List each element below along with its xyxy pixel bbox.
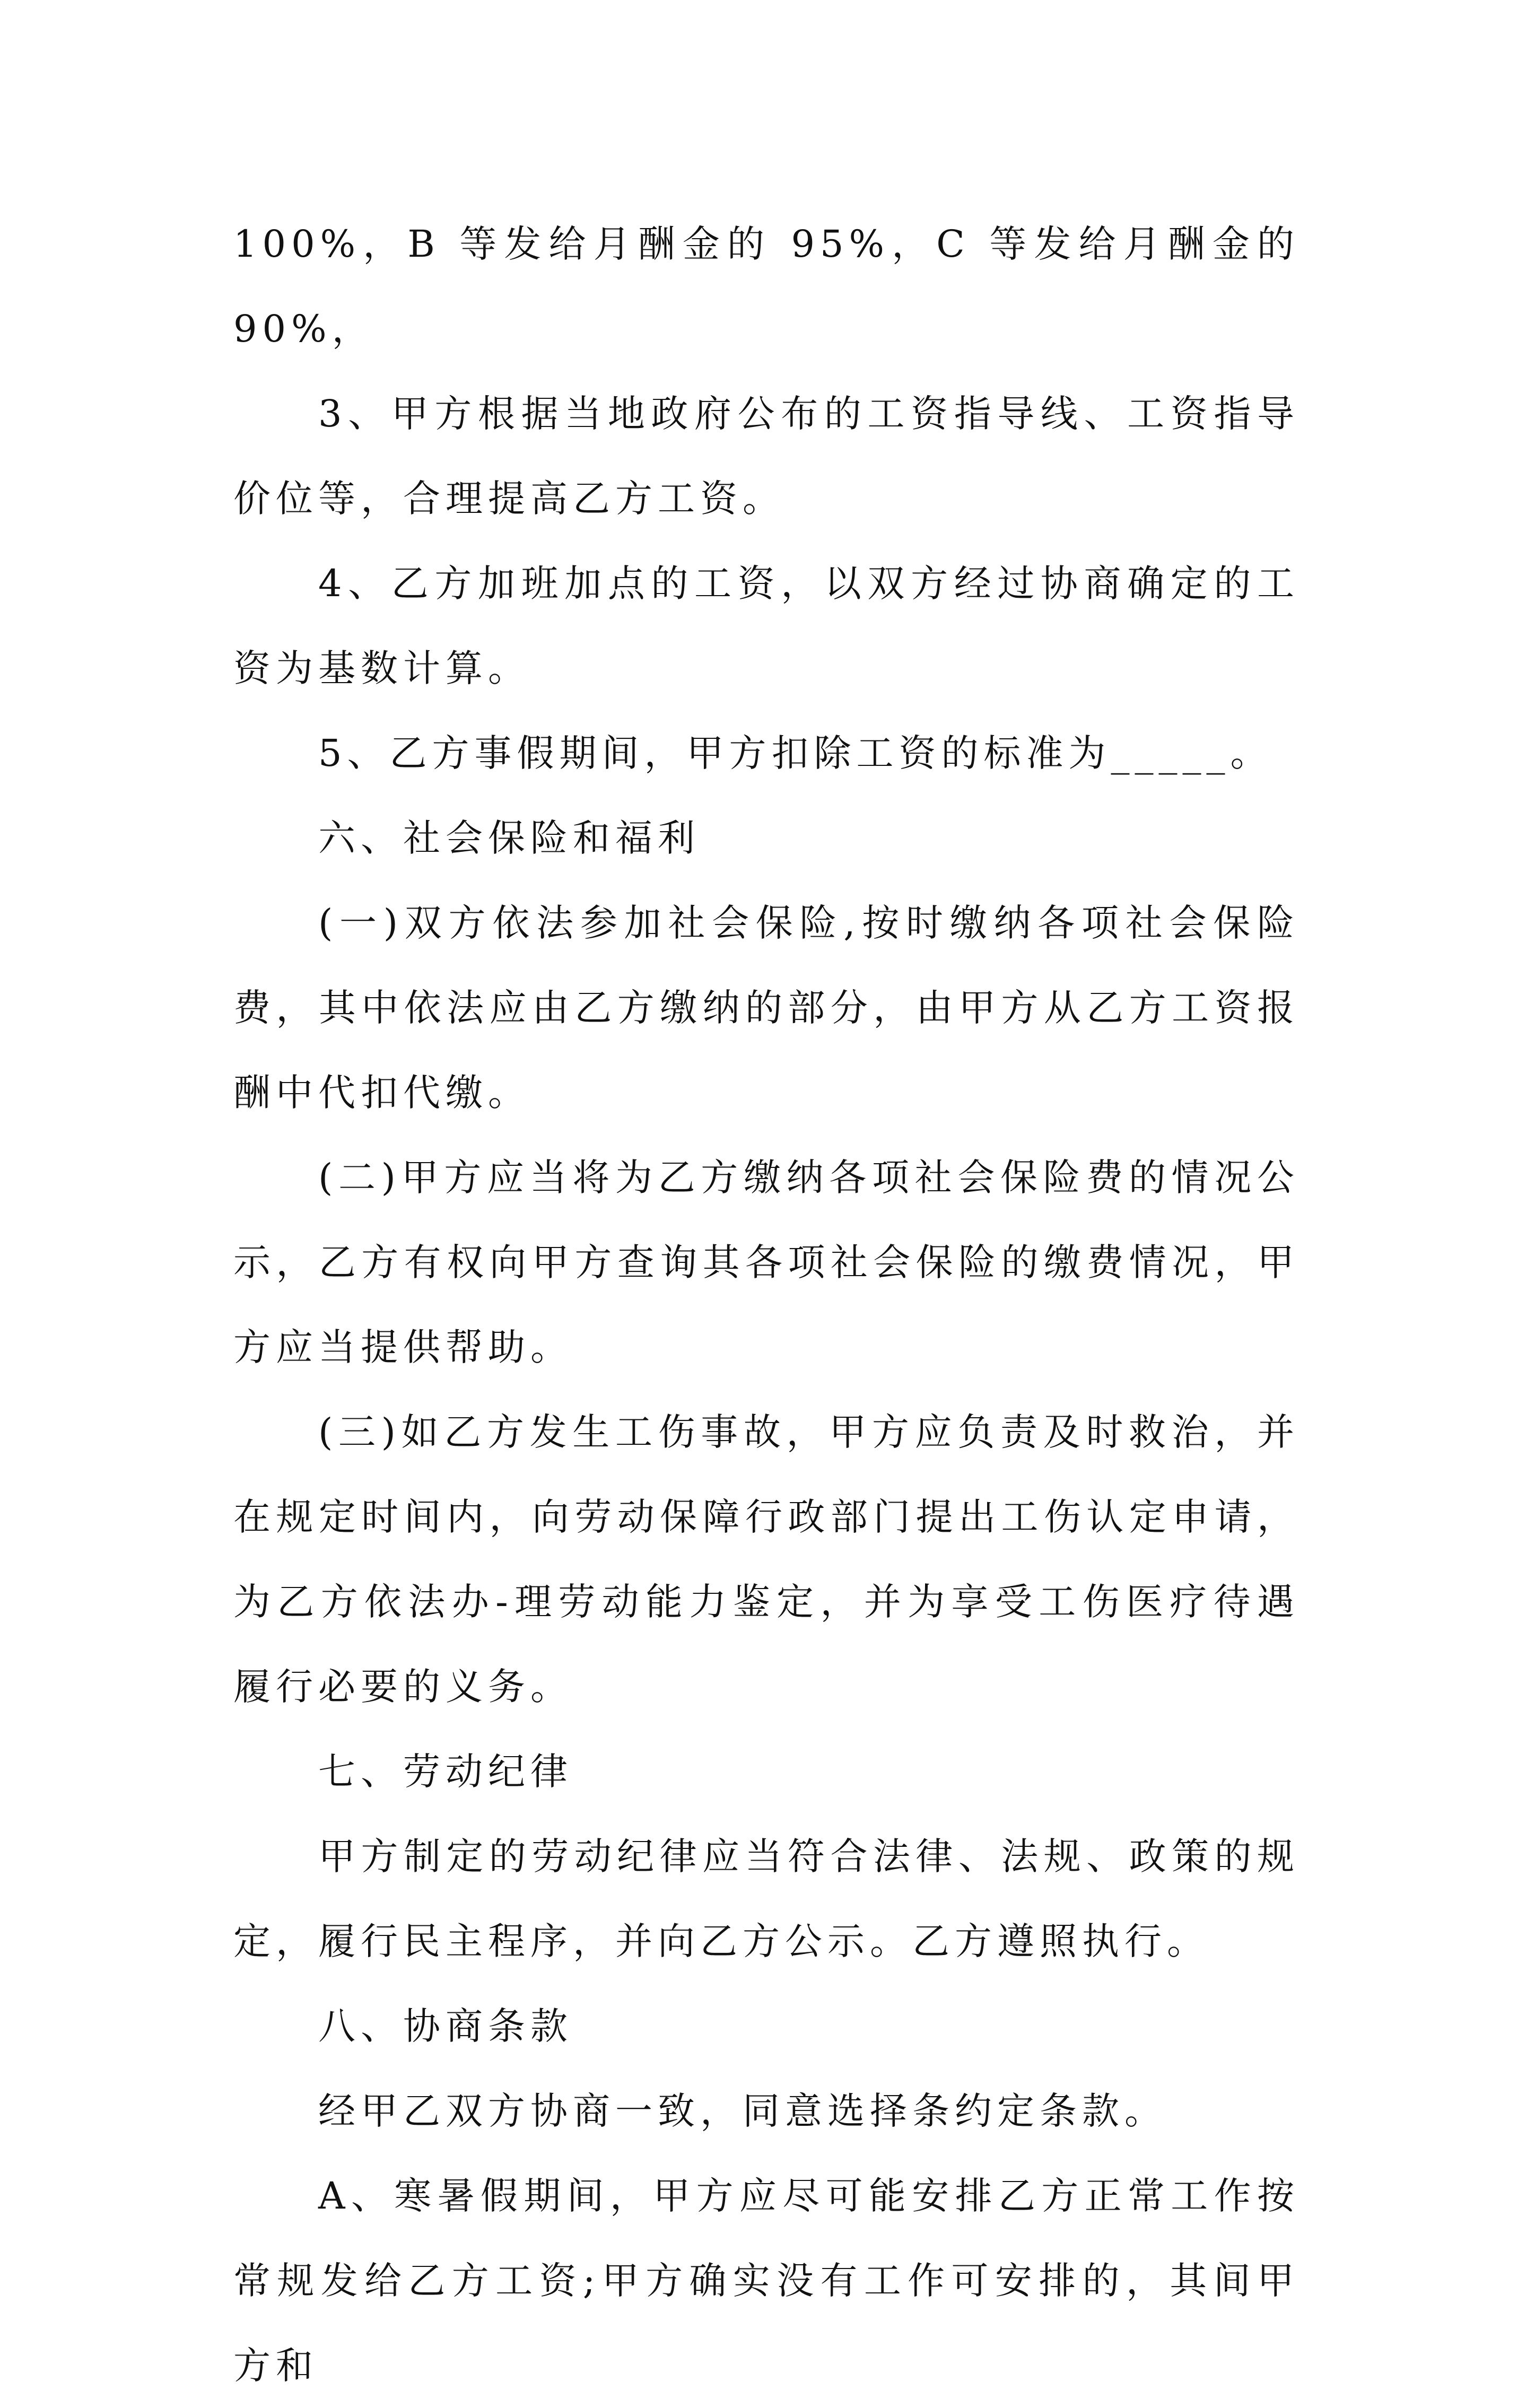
paragraph-clause-3: (三)如乙方发生工伤事故，甲方应负责及时救治，并在规定时间内，向劳动保障行政部门提出工伤认定申请，为乙方依法办-理劳动能力鉴定，并为享受工伤医疗待遇履行必要的义务。: [233, 1410, 1299, 1708]
paragraph-labor-discipline: 甲方制定的劳动纪律应当符合法律、法规、政策的规定，履行民主程序，并向乙方公示。乙方遵照执行。: [233, 1835, 1299, 1963]
paragraph-item-5: 5、乙方事假期间，甲方扣除工资的标准为_____。: [318, 731, 1273, 775]
paragraph-clause-2: (二)甲方应当将为乙方缴纳各项社会保险费的情况公示，乙方有权向甲方查询其各项社会保险的缴费情况，甲方应当提供帮助。: [233, 1156, 1299, 1369]
section-heading-labor-discipline: 七、劳动纪律: [318, 1750, 573, 1793]
document-body: [233, 202, 1299, 2408]
paragraph-item-3: 3、甲方根据当地政府公布的工资指导线、工资指导价位等，合理提高乙方工资。: [233, 392, 1299, 520]
paragraph-negotiated-agreement: 经甲乙双方协商一致，同意选择条约定条款。: [318, 2089, 1167, 2133]
section-heading-negotiated-terms: 八、协商条款: [318, 2004, 573, 2048]
section-heading-social-insurance: 六、社会保险和福利: [318, 816, 700, 860]
paragraph-clause-1: (一)双方依法参加社会保险,按时缴纳各项社会保险费，其中依法应由乙方缴纳的部分，由甲方从乙方工资报酬中代扣代缴。: [233, 901, 1299, 1114]
paragraph-term-a: A、寒暑假期间，甲方应尽可能安排乙方正常工作按常规发给乙方工资;甲方确实没有工作可安排的，其间甲方和: [233, 2174, 1299, 2387]
paragraph-salary-grades: 100%，B 等发给月酬金的 95%，C 等发给月酬金的 90%，: [233, 222, 1299, 351]
paragraph-item-4: 4、乙方加班加点的工资，以双方经过协商确定的工资为基数计算。: [233, 562, 1299, 690]
